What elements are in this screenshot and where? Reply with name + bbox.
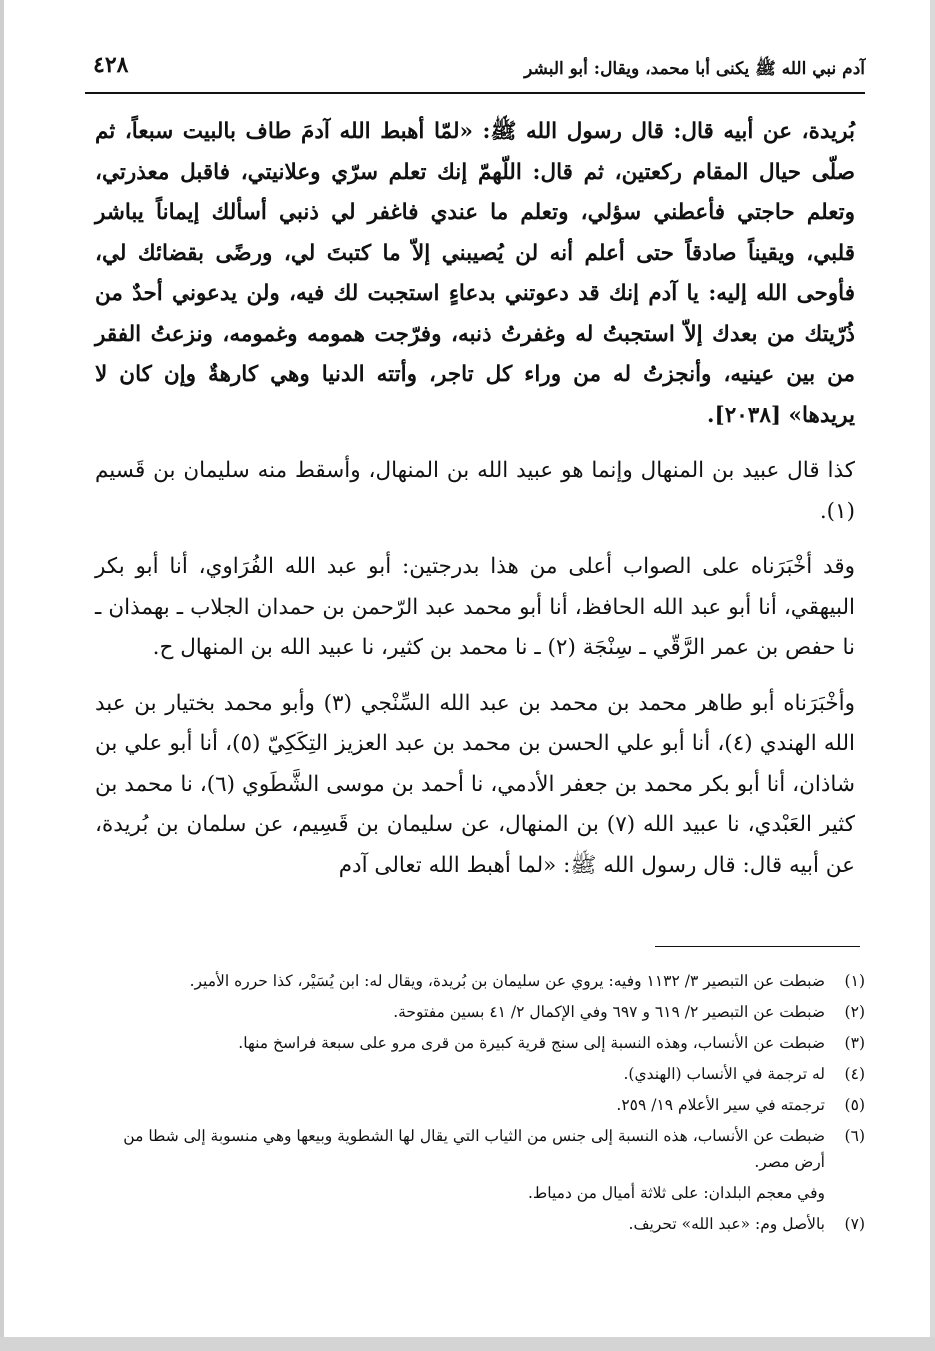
running-head	[85, 52, 865, 92]
footnote	[95, 1061, 865, 1087]
footnote	[95, 999, 865, 1025]
isnad-paragraph-2: وأخْبَرَناه أبو طاهر محمد بن محمد بن عبد الله السِّنْجي (٣) وأبو محمد بختيار بن عبد الله الهندي (٤)، أنا أبو علي الحسن بن محمد بن عبد العزيز التِكَكِيّ (٥)، أنا أبو علي بن شاذان، أنا أبو بكر محمد بن جعفر الأدمي، نا أحمد بن موسى الشَّطَوي (٦)، نا محمد بن كثير العَبْدي، نا عبيد الله (٧) بن المنهال، عن سليمان بن قَسِيم، عن سلمان بن بُريدة، عن أبيه قال: قال رسول الله ﷺ: «لما أهبط الله تعالى آدم	[95, 690, 856, 878]
footnote	[95, 1030, 865, 1056]
isnad-paragraph-1: وقد أخْبَرَناه على الصواب أعلى من هذا بدرجتين: أبو عبد الله الفُرَاوي، أنا أبو بكر البيهقي، أنا أبو عبد الله الحافظ، أنا أبو محمد عبد الرّحمن بن حمدان الجلاب ـ بهمذان ـ نا حفص بن عمر الرَّقّي ـ سِنْجَة (٢) ـ نا محمد بن كثير، نا عبيد الله بن المنهال ح.	[95, 554, 855, 660]
footnote-number: (٢)	[844, 1003, 865, 1021]
footnote-number: (٣)	[844, 1034, 865, 1052]
scan-edge-right	[930, 0, 935, 1351]
hadith-paragraph: بُريدة، عن أبيه قال: قال رسول الله ﷺ: «لمّا أهبط الله آدمَ طاف بالبيت سبعاً، ثم صلّى حيال المقام ركعتين، ثم قال: اللّهمّ إنك تعلم سرّي وعلانيتي، فاقبل معذرتي، وتعلم حاجتي فأعطني سؤلي، وتعلم ما عندي فاغفر لي ذنبي أسألك إيماناً يباشر قلبي، ويقيناً صادقاً حتى أعلم أنه لن يُصيبني إلاّ ما كتبتَ لي، ورضًى بقضائك لي، فأوحى الله إليه: يا آدم إنك قد دعوتني بدعاءٍ استجبت لك فيه، ولن يدعوني أحدٌ من ذُرّيتك من بعدك إلاّ استجبتُ له وغفرتُ ذنبه، وفرّجت همومه وغمومه، ونزعتُ الفقر من بين عينيه، وأنجزتُ له من وراء كل تاجر، وأتته الدنيا وهي كارهةٌ وإن كان لا يريدها» [٢٠٣٨].	[95, 119, 855, 428]
footnote	[95, 1092, 865, 1118]
footnote-text: له ترجمة في الأنساب (الهندي).	[623, 1065, 825, 1083]
scan-edge-left	[0, 0, 4, 1351]
footnote-text: بالأصل وم: «عبد الله» تحريف.	[628, 1215, 825, 1233]
footnote-text: ضبطت عن التبصير ٣/ ١١٣٢ وفيه: يروي عن سليمان بن بُريدة، ويقال له: ابن يُسَيْر، كذا حرره الأمير.	[189, 972, 825, 990]
footnote	[95, 1123, 865, 1175]
main-text	[95, 112, 855, 901]
footnote-number: (١)	[844, 972, 865, 990]
running-title: آدم نبي الله ﷺ يكنى أبا محمد، ويقال: أبو البشر	[524, 59, 865, 79]
footnote-continuation: وفي معجم البلدان: على ثلاثة أميال من دمياط.	[527, 1184, 825, 1202]
footnote-text: ضبطت عن الأنساب، وهذه النسبة إلى سنج قرية كبيرة من قرى مرو على سبعة فراسخ منها.	[238, 1034, 825, 1052]
footnotes	[95, 968, 865, 1242]
footnote-rule	[655, 946, 860, 947]
footnote-number: (٧)	[844, 1215, 865, 1233]
footnote-text: ضبطت عن التبصير ٢/ ٦١٩ و ٦٩٧ وفي الإكمال ٢/ ٤١ بسين مفتوحة.	[393, 1003, 825, 1021]
commentary-paragraph: كذا قال عبيد بن المنهال وإنما هو عبيد الله بن المنهال، وأسقط منه سليمان بن قَسيم (١).	[95, 458, 855, 524]
footnote-text: ترجمته في سير الأعلام ١٩/ ٢٥٩.	[616, 1096, 825, 1114]
footnote-text: ضبطت عن الأنساب، هذه النسبة إلى جنس من الثياب التي يقال لها الشطوية وبيعها وهي منسوبة إلى شطا من أرض مصر.	[123, 1127, 825, 1171]
footnote-number: (٥)	[844, 1096, 865, 1114]
scan-edge-bottom	[0, 1337, 935, 1351]
footnote-number: (٤)	[844, 1065, 865, 1083]
footnote	[95, 1211, 865, 1237]
footnote-number: (٦)	[844, 1127, 865, 1145]
page-number: ٤٢٨	[93, 52, 129, 78]
header-rule	[85, 92, 865, 94]
footnote	[95, 968, 865, 994]
